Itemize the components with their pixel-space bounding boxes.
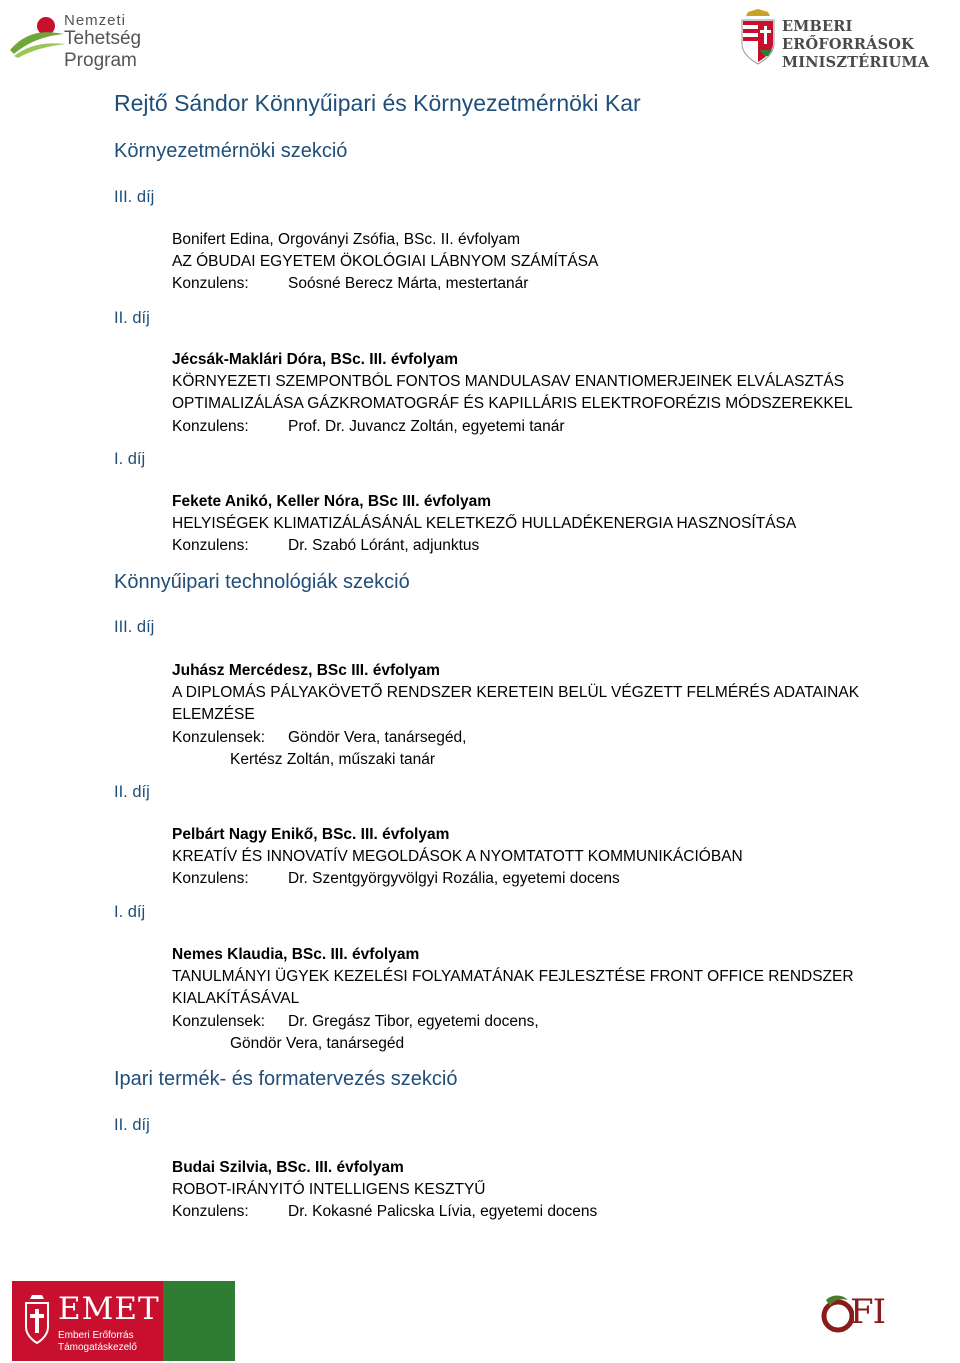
section-heading: Környezetmérnöki szekció [114,140,348,162]
emberi-eroforrasok-miniszteriuma-logo [738,6,958,71]
emet-logo [12,1281,235,1361]
entry-consultant [172,1011,872,1033]
consultant-label: Konzulensek: [172,1012,266,1030]
section-heading: Könnyűipari technológiák szekció [114,571,410,593]
ntp-logo-line2: Tehetség Program [64,28,142,71]
consultant-name: Prof. Dr. Juvancz Zoltán, egyetemi tanár [288,417,565,435]
hungarian-coat-of-arms-icon [738,6,778,66]
prize-label: II. díj [114,1116,150,1134]
award-entry [172,944,872,1055]
consultant-label: Konzulens: [172,417,249,435]
entry-title-continued: KIALAKÍTÁSÁVAL [172,990,300,1008]
ntp-logo-line1: Nemzeti [64,12,127,29]
consultant-label: Konzulens: [172,1203,249,1221]
ofi-logo-text: FI [850,1292,886,1332]
consultant-label: Konzulensek: [172,728,266,746]
emet-logo-sub1: Emberi Erőforrás [58,1330,134,1341]
consultant-name-2: Kertész Zoltán, műszaki tanár [230,750,436,768]
ofi-emblem-icon [820,1292,854,1336]
emmi-logo-text [782,18,958,72]
entry-title: AZ ÓBUDAI EGYETEM ÖKOLÓGIAI LÁBNYOM SZÁMÍTÁSA [172,253,599,271]
consultant-label: Konzulens: [172,275,249,293]
section-heading: Ipari termék- és formatervezés szekció [114,1068,458,1090]
ofi-logo [818,1288,918,1338]
entry-authors: Fekete Anikó, Keller Nóra, BSc III. évfolyam [172,493,492,510]
emmi-logo-line2: MINISZTÉRIUMA [782,54,930,71]
consultant-label: Konzulens: [172,537,249,555]
entry-title: ROBOT-IRÁNYITÓ INTELLIGENS KESZTYŰ [172,1181,486,1199]
emmi-logo-line1: EMBERI ERŐFORRÁSOK [782,18,914,53]
prize-label: III. díj [114,188,155,206]
entry-authors: Bonifert Edina, Orgoványi Zsófia, BSc. II. évfolyam [172,231,521,248]
award-entry [172,229,872,296]
consultant-name: Dr. Szabó Lóránt, adjunktus [288,537,480,555]
emet-logo-subtitle [58,1330,137,1354]
award-entry [172,491,872,558]
coat-of-arms-icon [22,1293,52,1347]
consultant-name-2: Göndör Vera, tanársegéd [230,1034,405,1052]
consultant-name: Soósné Berecz Márta, mestertanár [288,275,529,293]
entry-title: HELYISÉGEK KLIMATIZÁLÁSÁNÁL KELETKEZŐ HULLADÉKENERGIA HASZNOSÍTÁSA [172,515,797,533]
entry-title: KÖRNYEZETI SZEMPONTBÓL FONTOS MANDULASAV ENANTIOMERJEINEK ELVÁLASZTÁS [172,373,845,391]
emet-logo-sub2: Támogatáskezelő [58,1342,137,1353]
entry-consultant [172,535,872,557]
entry-authors: Juhász Mercédesz, BSc III. évfolyam [172,662,440,679]
consultant-name: Dr. Gregász Tibor, egyetemi docens, [288,1012,539,1030]
prize-label: I. díj [114,450,146,468]
entry-consultant [172,1201,872,1223]
nemzeti-tehetseg-program-logo [8,10,208,71]
entry-authors: Jécsák-Maklári Dóra, BSc. III. évfolyam [172,351,459,368]
entry-authors: Pelbárt Nagy Enikő, BSc. III. évfolyam [172,826,450,843]
entry-title-continued: ELEMZÉSE [172,706,255,724]
entry-consultant [172,868,872,890]
award-entry [172,1157,872,1224]
entry-title: KREATÍV ÉS INNOVATÍV MEGOLDÁSOK A NYOMTATOTT KOMMUNIKÁCIÓBAN [172,848,743,866]
prize-label: II. díj [114,309,150,327]
entry-authors: Budai Szilvia, BSc. III. évfolyam [172,1159,404,1176]
entry-consultant [172,273,872,295]
prize-label: III. díj [114,618,155,636]
emet-logo-green-panel [163,1281,235,1361]
consultant-name: Dr. Kokasné Palicska Lívia, egyetemi docens [288,1203,598,1221]
consultant-name: Göndör Vera, tanársegéd, [288,728,467,746]
emet-logo-title: EMET [58,1291,160,1327]
entry-consultant [172,416,872,438]
page-title: Rejtő Sándor Könnyűipari és Környezetmérnöki Kar [114,90,641,116]
entry-title: TANULMÁNYI ÜGYEK KEZELÉSI FOLYAMATÁNAK FEJLESZTÉSE FRONT OFFICE RENDSZER [172,968,854,986]
consultant-label: Konzulens: [172,870,249,888]
award-entry [172,824,872,891]
entry-title-continued: OPTIMALIZÁLÁSA GÁZKROMATOGRÁF ÉS KAPILLÁRIS ELEKTROFORÉZIS MÓDSZEREKKEL [172,395,853,413]
prize-label: II. díj [114,783,150,801]
prize-label: I. díj [114,903,146,921]
ntp-emblem-icon [8,10,68,58]
entry-authors: Nemes Klaudia, BSc. III. évfolyam [172,946,420,963]
entry-title: A DIPLOMÁS PÁLYAKÖVETŐ RENDSZER KERETEIN BELÜL VÉGZETT FELMÉRÉS ADATAINAK [172,684,860,702]
award-entry [172,349,872,438]
award-entry [172,660,872,771]
entry-consultant [172,727,872,749]
consultant-name: Dr. Szentgyörgyvölgyi Rozália, egyetemi docens [288,870,620,888]
